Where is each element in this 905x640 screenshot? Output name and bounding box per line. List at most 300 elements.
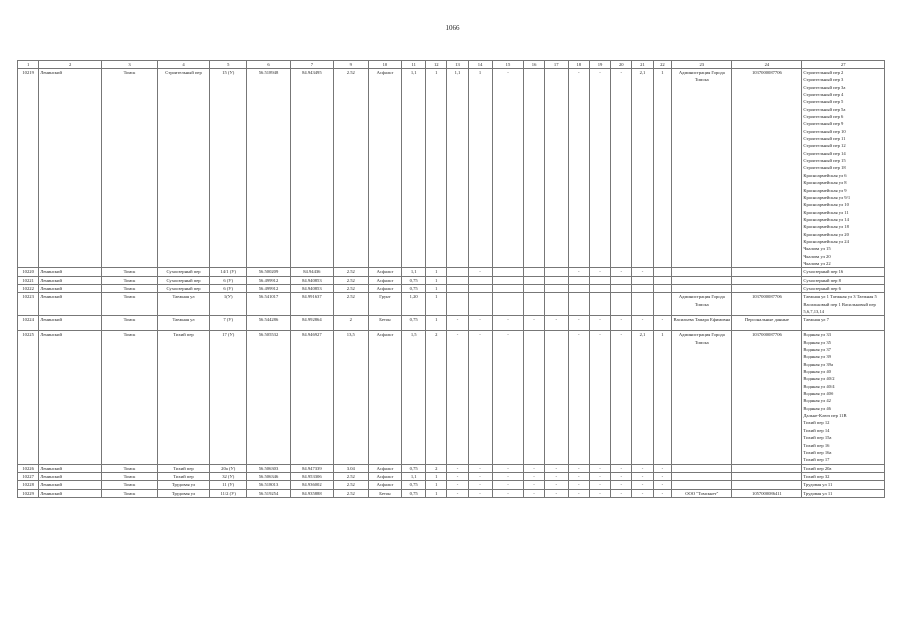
table-cell: Томск	[102, 284, 158, 292]
table-cell: -	[611, 464, 632, 472]
container-sites-table	[17, 60, 885, 498]
address-list-item: Строительный пер 15	[803, 158, 846, 164]
column-header: 3	[102, 61, 158, 69]
table-cell: -	[492, 331, 524, 464]
table-cell: -	[468, 316, 492, 331]
address-list-item: Водяная ул 40б	[803, 391, 834, 397]
table-row	[18, 331, 885, 464]
table-cell: 1,1	[402, 472, 426, 480]
table-cell: Асфальт	[368, 276, 402, 284]
table-cell: ООО "Томскнет"	[672, 489, 732, 497]
table-cell: 0,75	[402, 316, 426, 331]
table-cell: -	[632, 268, 653, 276]
table-cell: -	[589, 489, 610, 497]
table-row	[18, 268, 885, 276]
table-cell: 1(У)	[210, 293, 247, 316]
table-cell: Асфальт	[368, 464, 402, 472]
address-list-item: Водяная ул 40/2	[803, 376, 835, 382]
table-cell	[468, 293, 492, 316]
column-header: 27	[802, 61, 885, 69]
table-cell: 1	[426, 268, 447, 276]
table-cell: -	[544, 316, 568, 331]
table-cell: -	[447, 481, 468, 489]
table-cell: 84.953306	[290, 472, 333, 480]
column-header: 9	[334, 61, 369, 69]
table-cell: Ленинский	[39, 489, 102, 497]
address-list-item: Красноармейская ул 24	[803, 238, 849, 244]
table-cell	[732, 472, 802, 480]
table-cell	[653, 276, 672, 284]
table-cell: 2	[334, 316, 369, 331]
table-cell: Бетон	[368, 489, 402, 497]
table-cell: 10228	[18, 481, 39, 489]
table-cell: 1037000087706	[732, 331, 802, 464]
table-cell	[544, 268, 568, 276]
table-cell: -	[568, 69, 589, 268]
table-cell: -	[632, 489, 653, 497]
table-cell: 84.935888	[290, 489, 333, 497]
address-list-item: Тихий пер 16а	[803, 449, 832, 455]
table-cell: 17 (У)	[210, 331, 247, 464]
column-header: 21	[632, 61, 653, 69]
address-list-item: Красноармейская ул 18	[803, 224, 849, 230]
column-header: 10	[368, 61, 402, 69]
address-list-item: Водяная ул 39а	[803, 361, 833, 367]
table-cell: Асфальт	[368, 284, 402, 292]
table-cell	[732, 268, 802, 276]
table-cell: 56.506303	[247, 464, 290, 472]
table-row	[18, 69, 885, 268]
table-cell: Трудовая ул 11	[802, 489, 885, 497]
column-header: 1	[18, 61, 39, 69]
table-cell: -	[524, 481, 544, 489]
table-cell: -	[611, 268, 632, 276]
table-cell	[544, 293, 568, 316]
page-number: 1066	[445, 24, 460, 32]
table-cell: 84.946927	[290, 331, 333, 464]
table-cell: Администрация Города Томска	[672, 293, 732, 316]
table-cell: -	[589, 69, 610, 268]
table-cell: Ленинский	[39, 472, 102, 480]
table-cell: 10227	[18, 472, 39, 480]
table-cell: 1	[426, 472, 447, 480]
table-cell: Администрация Города Томска	[672, 69, 732, 268]
table-cell: -	[447, 464, 468, 472]
table-cell: 11/2 (У)	[210, 489, 247, 497]
address-list-item: Водяная ул 46	[803, 405, 831, 411]
address-list-item: Строительный пер 5а	[803, 106, 846, 112]
table-cell: 1	[653, 69, 672, 268]
table-cell	[672, 268, 732, 276]
table-cell: 1	[426, 489, 447, 497]
column-header: 7	[290, 61, 333, 69]
table-cell: Тихий пер	[157, 472, 209, 480]
table-cell: 56.505532	[247, 331, 290, 464]
table-cell	[632, 284, 653, 292]
table-cell: -	[524, 464, 544, 472]
table-cell: -	[568, 481, 589, 489]
table-cell: 56.499912	[247, 276, 290, 284]
address-list-item: Красноармейская ул 10	[803, 202, 849, 208]
table-cell: 0,75	[402, 481, 426, 489]
table-cell: 1	[426, 481, 447, 489]
column-header: 13	[447, 61, 468, 69]
table-cell: -	[468, 464, 492, 472]
address-list-item: Красноармейская ул 6	[803, 172, 847, 178]
table-cell: Сухоозерный пер 8	[802, 276, 885, 284]
table-cell	[611, 293, 632, 316]
table-cell: 1,20	[402, 293, 426, 316]
table-cell	[524, 293, 544, 316]
table-cell: 10220	[18, 268, 39, 276]
column-header: 12	[426, 61, 447, 69]
address-list-item: Строительный пер 5	[803, 99, 844, 105]
table-cell: -	[447, 316, 468, 331]
table-cell: 1,1	[402, 69, 426, 268]
table-cell: 1	[653, 331, 672, 464]
table-cell: 14/1 (У)	[210, 268, 247, 276]
address-list-item: Тихий пер 15а	[803, 435, 832, 441]
table-cell: 10226	[18, 464, 39, 472]
table-cell: -	[568, 331, 589, 464]
table-cell	[802, 331, 885, 464]
table-cell: Ленинский	[39, 284, 102, 292]
table-cell: 1	[426, 293, 447, 316]
table-cell: -	[492, 481, 524, 489]
address-list-item: Тихий пер 16	[803, 442, 830, 448]
table-cell: -	[611, 472, 632, 480]
table-cell	[653, 284, 672, 292]
column-header: 6	[247, 61, 290, 69]
table-cell: Таежная ул	[157, 316, 209, 331]
table-cell	[447, 268, 468, 276]
table-cell: 84.991637	[290, 293, 333, 316]
table-cell: 10219	[18, 69, 39, 268]
address-list-item: Водяная ул 35	[803, 339, 831, 345]
column-header: 20	[611, 61, 632, 69]
table-cell: 2,1	[632, 331, 653, 464]
table-cell	[524, 69, 544, 268]
address-list-item: Строительный пер 18	[803, 165, 846, 171]
table-cell	[732, 464, 802, 472]
table-cell: -	[632, 464, 653, 472]
table-cell: 2	[426, 464, 447, 472]
address-list-item: Водяная ул 33	[803, 332, 831, 338]
table-cell: Ленинский	[39, 481, 102, 489]
table-cell: -	[611, 331, 632, 464]
table-cell: 56.544286	[247, 316, 290, 331]
table-cell: -	[568, 316, 589, 331]
address-list-item: Строительный пер 11	[803, 136, 846, 142]
table-cell: 0,75	[402, 276, 426, 284]
column-header: 19	[589, 61, 610, 69]
table-cell: -	[589, 331, 610, 464]
table-cell	[589, 284, 610, 292]
table-cell: -	[492, 464, 524, 472]
table-cell	[524, 284, 544, 292]
table-cell: 84.936002	[290, 481, 333, 489]
table-row	[18, 464, 885, 472]
table-cell	[589, 276, 610, 284]
table-cell: -	[589, 472, 610, 480]
table-cell: Томск	[102, 481, 158, 489]
table-cell: 56.500209	[247, 268, 290, 276]
table-cell: Асфальт	[368, 69, 402, 268]
column-header: 15	[492, 61, 524, 69]
table-cell: Ленинский	[39, 331, 102, 464]
table-cell: Тихий пер	[157, 464, 209, 472]
address-list-item: Тихий пер 14	[803, 427, 830, 433]
table-cell: -	[589, 268, 610, 276]
table-cell	[468, 284, 492, 292]
table-row	[18, 284, 885, 292]
table-cell: 13,5	[334, 331, 369, 464]
table-cell: -	[611, 481, 632, 489]
table-cell: Томск	[102, 316, 158, 331]
table-cell: -	[492, 472, 524, 480]
table-cell	[732, 284, 802, 292]
table-cell: 1,1	[402, 268, 426, 276]
table-cell: 7 (У)	[210, 316, 247, 331]
table-cell	[653, 268, 672, 276]
table-cell: -	[611, 316, 632, 331]
table-cell: -	[653, 464, 672, 472]
address-list-item: Строительный пер 2	[803, 70, 844, 75]
table-cell: Томск	[102, 331, 158, 464]
table-cell: 11 (У)	[210, 481, 247, 489]
table-cell	[447, 293, 468, 316]
table-cell: Ленинский	[39, 464, 102, 472]
table-cell: -	[524, 472, 544, 480]
address-list-item: Строительный пер 14	[803, 150, 846, 156]
table-cell: Томск	[102, 69, 158, 268]
table-cell	[544, 276, 568, 284]
table-cell: 10225	[18, 331, 39, 464]
table-cell: 2.52	[334, 268, 369, 276]
table-cell: Томск	[102, 293, 158, 316]
table-cell	[802, 69, 885, 268]
table-cell: Томск	[102, 489, 158, 497]
table-cell: -	[492, 489, 524, 497]
table-cell: -	[589, 481, 610, 489]
table-cell: -	[611, 69, 632, 268]
table-cell	[468, 276, 492, 284]
table-cell: -	[544, 464, 568, 472]
table-cell	[672, 464, 732, 472]
table-cell: 0,75	[402, 284, 426, 292]
table-cell	[632, 293, 653, 316]
table-cell: 84.940853	[290, 276, 333, 284]
column-header: 23	[672, 61, 732, 69]
table-cell	[524, 331, 544, 464]
table-cell: -	[632, 481, 653, 489]
table-cell: 10222	[18, 284, 39, 292]
table-cell: Васильева Тамара Ефимовна	[672, 316, 732, 331]
column-header: 17	[544, 61, 568, 69]
table-cell: Асфальт	[368, 268, 402, 276]
table-cell	[568, 293, 589, 316]
column-header: 16	[524, 61, 544, 69]
table-row	[18, 316, 885, 331]
table-cell	[568, 276, 589, 284]
column-header: 18	[568, 61, 589, 69]
table-cell: Таежная ул 7	[802, 316, 885, 331]
table-row	[18, 481, 885, 489]
column-header: 4	[157, 61, 209, 69]
table-cell	[653, 293, 672, 316]
table-cell: -	[447, 331, 468, 464]
table-cell: 1	[426, 316, 447, 331]
table-cell: -	[468, 472, 492, 480]
table-cell: -	[544, 472, 568, 480]
address-list-item: Водяная ул 37	[803, 347, 831, 353]
table-cell	[544, 284, 568, 292]
table-cell: 1037000087706	[732, 69, 802, 268]
address-list-item: Красноармейская ул 11	[803, 209, 849, 215]
table-cell	[672, 276, 732, 284]
address-list-item: Водяная ул 42	[803, 398, 831, 404]
table-cell: -	[568, 472, 589, 480]
table-cell: 6 (У)	[210, 284, 247, 292]
table-cell: 2,1	[632, 69, 653, 268]
address-list-item: Водяная ул 39	[803, 354, 831, 360]
table-cell: -	[653, 481, 672, 489]
table-cell	[492, 276, 524, 284]
table-cell: 10224	[18, 316, 39, 331]
table-cell: 56.499912	[247, 284, 290, 292]
address-list-item: Красноармейская ул 14	[803, 216, 849, 222]
table-cell: Тихий пер 20а	[802, 464, 885, 472]
table-cell	[568, 284, 589, 292]
table-cell: Тихий пер 32	[802, 472, 885, 480]
column-header: 5	[210, 61, 247, 69]
column-header: 11	[402, 61, 426, 69]
table-cell: -	[632, 472, 653, 480]
table-cell	[492, 284, 524, 292]
table-cell: -	[524, 489, 544, 497]
table-cell: Трудовая ул	[157, 481, 209, 489]
table-cell	[672, 284, 732, 292]
table-cell: 84.992864	[290, 316, 333, 331]
table-cell: -	[544, 489, 568, 497]
table-cell: Томск	[102, 276, 158, 284]
table-cell: Трудовая ул 11	[802, 481, 885, 489]
table-cell	[544, 69, 568, 268]
table-cell: 1037000087706	[732, 293, 802, 316]
table-cell: Администрация Города Томска	[672, 331, 732, 464]
table-cell: -	[447, 472, 468, 480]
table-cell: Бетон	[368, 316, 402, 331]
table-cell: 56.541017	[247, 293, 290, 316]
column-number-row	[18, 61, 885, 69]
table-cell: 84.947339	[290, 464, 333, 472]
address-list-item: Строительный пер 9	[803, 121, 844, 127]
table-cell: 2.52	[334, 284, 369, 292]
table-cell: Строительный пер	[157, 69, 209, 268]
table-cell: Ленинский	[39, 69, 102, 268]
table-cell	[589, 293, 610, 316]
table-cell: -	[492, 69, 524, 268]
table-cell: 2.52	[334, 69, 369, 268]
table-cell: -	[492, 316, 524, 331]
table-cell: 2.52	[334, 472, 369, 480]
address-list-item: Дальне-Ключ пер 11В	[803, 413, 847, 419]
table-cell: Томск	[102, 464, 158, 472]
table-cell: 2.52	[334, 276, 369, 284]
table-cell: -	[589, 464, 610, 472]
table-cell	[544, 331, 568, 464]
table-cell: 84.94436	[290, 268, 333, 276]
address-list-item: Строительный пер 6	[803, 114, 844, 120]
table-cell: 10221	[18, 276, 39, 284]
table-cell: 2	[426, 331, 447, 464]
table-cell: Таежная ул	[157, 293, 209, 316]
address-list-item: Строительный пер 10	[803, 128, 846, 134]
column-header: 22	[653, 61, 672, 69]
table-cell: 84.940853	[290, 284, 333, 292]
column-header: 14	[468, 61, 492, 69]
address-list-item: Тихий пер 17	[803, 457, 830, 463]
table-cell: 56.518948	[247, 69, 290, 268]
table-cell: Сухоозерный пер 16	[802, 268, 885, 276]
table-cell	[611, 276, 632, 284]
table-cell	[611, 284, 632, 292]
table-cell: 2.52	[334, 489, 369, 497]
address-list-item: Тихий пер 12	[803, 420, 830, 426]
table-body	[18, 69, 885, 498]
table-cell: Ленинский	[39, 276, 102, 284]
table-cell: -	[468, 268, 492, 276]
table-cell: -	[568, 464, 589, 472]
address-list-item: Красноармейская ул 9/1	[803, 194, 851, 200]
table-cell: 1057000086411	[732, 489, 802, 497]
table-cell: Сухоозерный пер	[157, 284, 209, 292]
table-row	[18, 276, 885, 284]
table-cell: Томск	[102, 268, 158, 276]
table-cell: 1	[426, 284, 447, 292]
table-cell: -	[568, 489, 589, 497]
table-cell	[632, 276, 653, 284]
table-cell: Асфальт	[368, 331, 402, 464]
table-cell: 56.518013	[247, 481, 290, 489]
table-cell: 1	[426, 276, 447, 284]
column-header: 2	[39, 61, 102, 69]
table-cell: 2.52	[334, 481, 369, 489]
table-cell: Трудовая ул	[157, 489, 209, 497]
table-cell: Томск	[102, 472, 158, 480]
address-list-item: Красноармейская ул 20	[803, 231, 849, 237]
table-cell: -	[524, 316, 544, 331]
address-list-item: Чкалова ул 22	[803, 260, 831, 266]
table-cell: -	[468, 481, 492, 489]
address-list-item: Красноармейская ул 9	[803, 187, 847, 193]
table-cell: 1	[468, 69, 492, 268]
address-list-item: Чкалова ул 20	[803, 253, 831, 259]
column-header: 24	[732, 61, 802, 69]
table-cell	[524, 276, 544, 284]
table-cell	[672, 472, 732, 480]
table-cell	[447, 284, 468, 292]
table-cell: 56.519254	[247, 489, 290, 497]
table-cell: Тихий пер	[157, 331, 209, 464]
table-cell: Ленинский	[39, 316, 102, 331]
table-cell	[492, 268, 524, 276]
table-cell	[732, 481, 802, 489]
table-cell: -	[544, 481, 568, 489]
table-cell: -	[589, 316, 610, 331]
table-cell	[492, 293, 524, 316]
table-cell: Асфальт	[368, 472, 402, 480]
